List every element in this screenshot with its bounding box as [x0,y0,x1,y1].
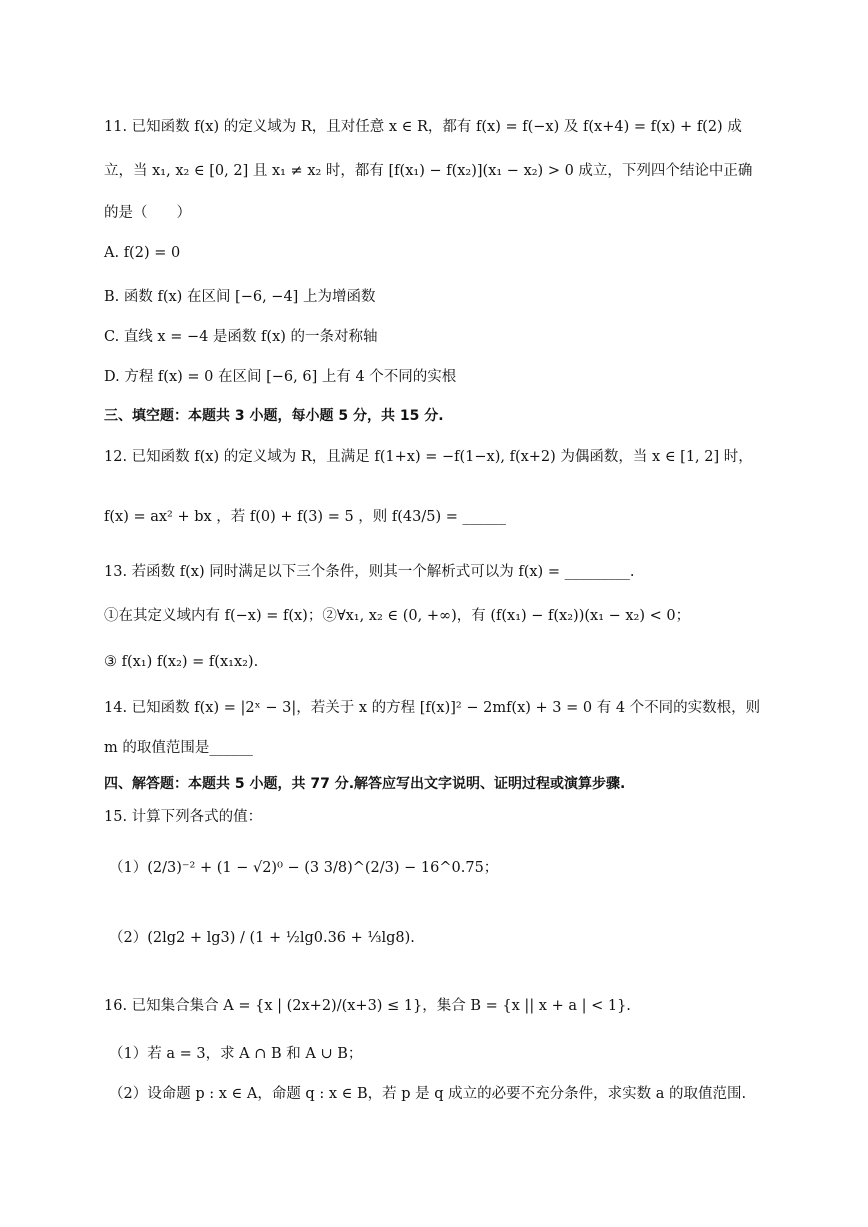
q16-line-1: 16. 已知集合集合 A = {x | (2x+2)/(x+3) ≤ 1}，集合 B = {x || x + a | < 1}. [104,998,631,1014]
q14-line-2: m 的取值范围是______ [104,740,253,756]
q15-part-2: （2）(2lg2 + lg3) / (1 + ½lg0.36 + ⅓lg8). [109,930,415,946]
q14-line-1: 14. 已知函数 f(x) = |2ˣ − 3|，若关于 x 的方程 [f(x)]² − 2mf(x) + 3 = 0 有 4 个不同的实数根，则 [104,700,761,716]
q16-part-2: （2）设命题 p : x ∈ A，命题 q : x ∈ B，若 p 是 q 成立的必要不充分条件，求实数 a 的取值范围. [109,1086,747,1102]
q11-option-c: C. 直线 x = −4 是函数 f(x) 的一条对称轴 [104,329,378,345]
q11-line-1: 11. 已知函数 f(x) 的定义域为 R，且对任意 x ∈ R，都有 f(x) = f(−x) 及 f(x+4) = f(x) + f(2) 成 [104,119,742,135]
q13-line-3: ③ f(x₁) f(x₂) = f(x₁x₂). [104,654,259,670]
q13-line-1: 13. 若函数 f(x) 同时满足以下三个条件，则其一个解析式可以为 f(x) = _________. [104,564,635,580]
q13-line-2: ①在其定义域内有 f(−x) = f(x)；②∀x₁, x₂ ∈ (0, +∞)，有 (f(x₁) − f(x₂))(x₁ − x₂) < 0； [104,608,691,624]
q11-option-b: B. 函数 f(x) 在区间 [−6, −4] 上为增函数 [104,289,376,305]
q15-line-1: 15. 计算下列各式的值： [104,809,263,825]
section-3-heading: 三、填空题：本题共 3 小题，每小题 5 分，共 15 分. [104,408,444,424]
q12-line-2: f(x) = ax² + bx ，若 f(0) + f(3) = 5 ，则 f(43/5) = ______ [104,509,507,525]
q16-part-1: （1）若 a = 3，求 A ∩ B 和 A ∪ B； [109,1046,363,1062]
q11-option-a: A. f(2) = 0 [104,245,181,261]
section-4-heading: 四、解答题：本题共 5 小题，共 77 分.解答应写出文字说明、证明过程或演算步骤. [104,776,626,792]
q15-part-1: （1）(2/3)⁻² + (1 − √2)⁰ − (3 3/8)^(2/3) − 16^0.75； [109,860,499,876]
q11-line-2: 立，当 x₁, x₂ ∈ [0, 2] 且 x₁ ≠ x₂ 时，都有 [f(x₁) − f(x₂)](x₁ − x₂) > 0 成立，下列四个结论中正确 [104,163,753,179]
q12-line-1: 12. 已知函数 f(x) 的定义域为 R，且满足 f(1+x) = −f(1−x), f(x+2) 为偶函数，当 x ∈ [1, 2] 时， [104,449,753,465]
q11-line-3: 的是（ ） [104,205,191,221]
q11-option-d: D. 方程 f(x) = 0 在区间 [−6, 6] 上有 4 个不同的实根 [104,369,457,385]
